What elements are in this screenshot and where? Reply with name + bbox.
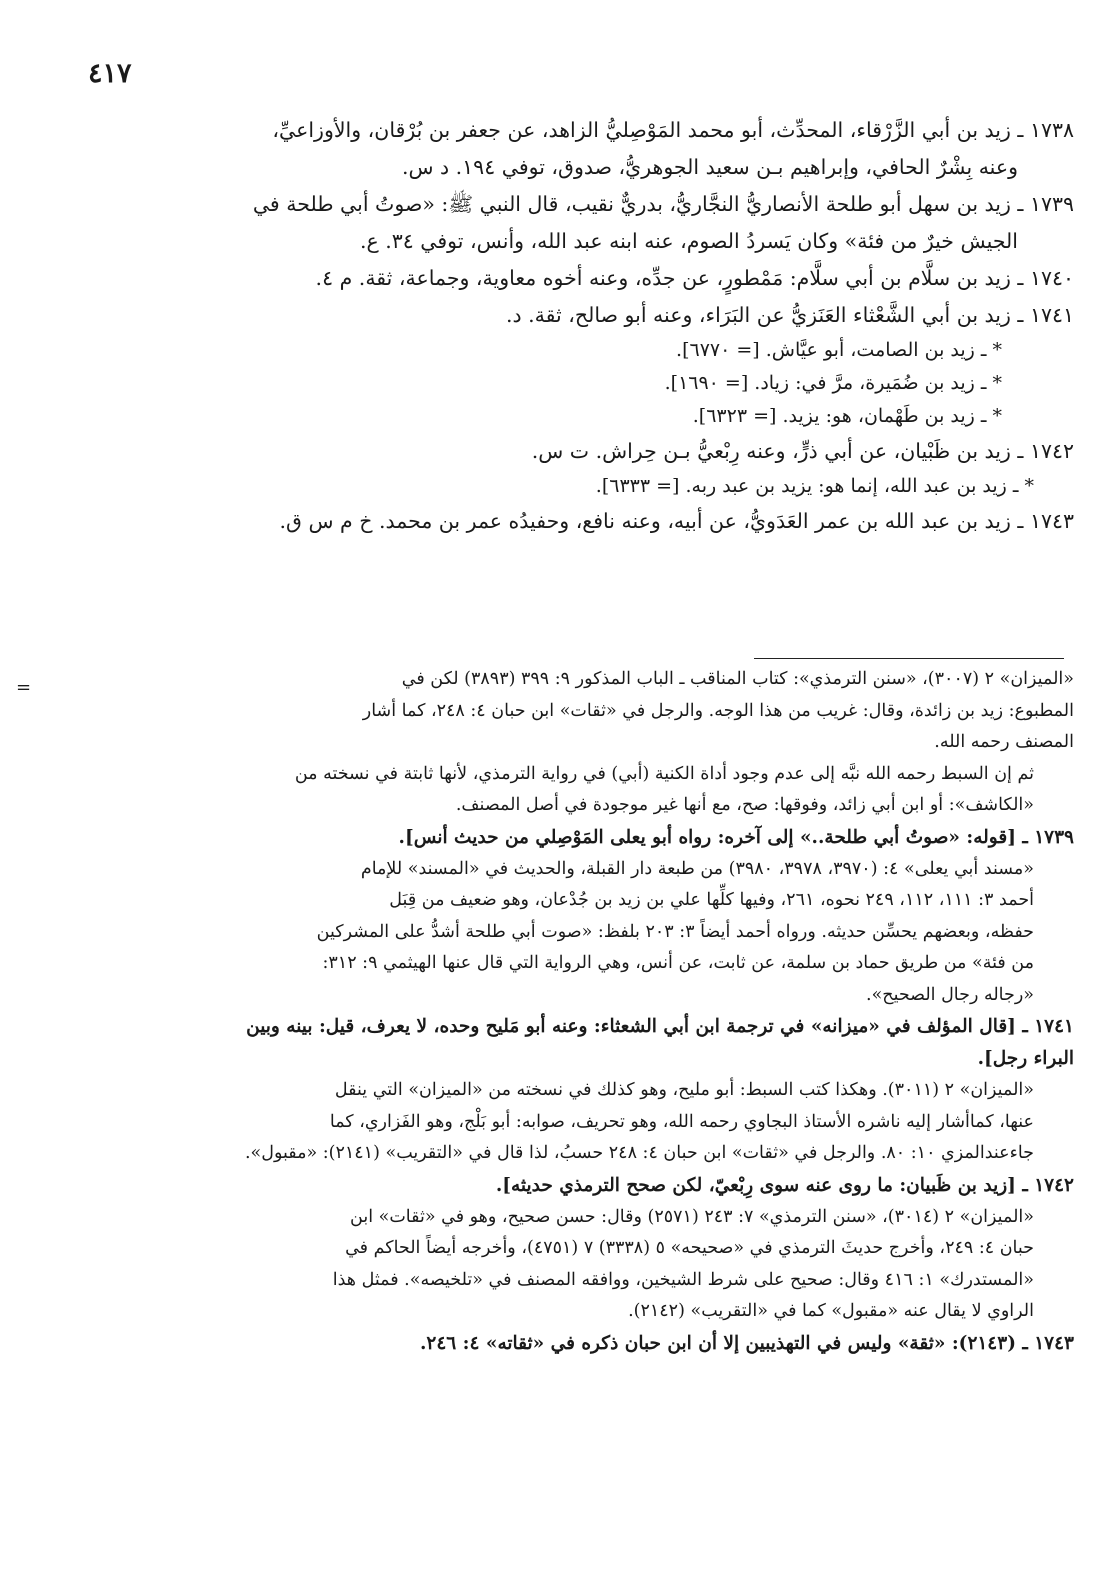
continuation-mark: = [16,677,32,698]
footnote-1738-continued [100,664,1074,759]
entry-1740-line1: ١٧٤٠ ـ زيد بن سلَّام بن أبي سلَّام: مَمْطورٍ، عن جدِّه، وعنه أخوه معاوية، وجماعة، ثقة. م ٤. [315,266,1074,290]
footnote-sibt-remark [100,759,1074,822]
entry-1741-line1: ١٧٤١ ـ زيد بن أبي الشَّعْثاء العَنَزيُّ عن البَرَاء، وعنه أبو صالح، ثقة. د. [506,303,1074,327]
footnote-line: عنها، كماأشار إليه ناشره الأستاذ البجاوي رحمه الله، وهو تحريف، صوابه: أبو بَلْج، وهو الفَزاري، كما [329,1111,1034,1132]
footnote-line: «الكاشف»: أو ابن أبي زائد، وفوقها: صح، مع أنها غير موجودة في أصل المصنف. [455,795,1034,815]
cross-reference-zaid-abdullah: * ـ زيد بن عبد الله، إنما هو: يزيد بن عبد ربه. [= ٦٣٣٣]. [595,475,1034,497]
footnote-line: جاءعندالمزي ١٠: ٨٠. والرجل في «ثقات» ابن حبان ٤: ٢٤٨ حسبُ، لذا قال في «التقريب» (٢١٤١): «مقبول». [244,1143,1034,1163]
footnote-line: «المستدرك» ١: ٤١٦ وقال: صحيح على شرط الشيخين، ووافقه المصنف في «تلخيصه». فمثل هذا [332,1269,1034,1290]
footnote-body-1741 [100,1075,1074,1170]
footnote-heading-1742: ١٧٤٢ ـ [زيد بن ظَبيان: ما روى عنه سوى رِبْعيّ، لكن صحح الترمذي حديثه]. [495,1174,1074,1196]
entry-1743: ١٧٤٣ ـ زيد بن عبد الله بن عمر العَدَويُّ، عن أبيه، وعنه نافع، وحفيدُه عمر بن محمد. خ م س ق. [279,509,1074,533]
page-number: ٤١٧ [88,58,132,89]
footnote-line: «رجاله رجال الصحيح». [866,984,1034,1005]
entry-1738-line1: ١٧٣٨ ـ زيد بن أبي الزَّرْقاء، المحدِّث، أبو محمد المَوْصِليُّ الزاهد، عن جعفر بن بُرْقان، والأوزاعيِّ، [272,118,1074,142]
footnote-line: المصنف رحمه الله. [934,732,1074,752]
cross-reference-zaid-alsamit: * ـ زيد بن الصامت، أبو عيَّاش. [= ٦٧٧٠]. [676,339,1002,361]
footnote-heading-1741 [100,1011,1074,1075]
footnote-heading-1743: ١٧٤٣ ـ (٢١٤٣): «ثقة» وليس في التهذيبين إلا أن ابن حبان ذكره في «ثقاته» ٤: ٢٤٦. [419,1332,1074,1354]
footnote-line: حبان ٤: ٢٤٩، وأخرج حديثَ الترمذي في «صحيحه» ٥ (٣٣٣٨) ٧ (٤٧٥١)، وأخرجه أيضاً الحاكم في [345,1238,1034,1258]
footnote-line: الراوي لا يقال عنه «مقبول» كما في «التقريب» (٢١٤٢). [628,1301,1034,1321]
entry-1738-line2: وعنه بِشْرٌ الحافي، وإبراهيم بـن سعيد الجوهريُّ، صدوق، توفي ١٩٤. د س. [401,155,1018,179]
footnote-line: ١٧٤١ ـ [قال المؤلف في «ميزانه» في ترجمة ابن أبي الشعثاء: وعنه أبو مَليح وحده، لا يعرف، قيل: بينه وبين [246,1016,1074,1037]
footnote-line: ثم إن السبط رحمه الله نبَّه إلى عدم وجود أداة الكنية (أبي) في رواية الترمذي، لأنها ثابتة في نسخته من [294,763,1034,784]
footnote-line: «الميزان» ٢ (٣٠٠٧)، «سنن الترمذي»: كتاب المناقب ـ الباب المذكور ٩: ٣٩٩ (٣٨٩٣) لكن في [401,669,1074,689]
footnote-line: من فئة» من طريق حماد بن سلمة، عن ثابت، عن أنس، وهي الرواية التي قال عنها الهيثمي ٩: ٣١٢: [322,953,1034,973]
cross-reference-zaid-dumaira: * ـ زيد بن ضُمَيرة، مرَّ في: زياد. [= ١٦٩٠]. [664,372,1002,394]
entry-1740 [100,260,1074,297]
footnote-line: المطبوع: زيد بن زائدة، وقال: غريب من هذا الوجه. والرجل في «ثقات» ابن حبان ٤: ٢٤٨، كما أشار [362,700,1074,721]
footnote-heading-1739: ١٧٣٩ ـ [قوله: «صوتُ أبي طلحة..» إلى آخره: رواه أبو يعلى المَوْصِلي من حديث أنس]. [398,826,1074,848]
footnote-divider [754,658,1064,659]
footnote-body-1739 [100,854,1074,1012]
footnote-line: حفظه، وبعضهم يحسِّن حديثه. ورواه أحمد أيضاً ٣: ٢٠٣ بلفظ: «صوت أبي طلحة أشدُّ على المشركين [316,921,1034,942]
entry-1741 [100,297,1074,334]
footnotes [100,664,1074,1360]
entry-1738 [100,112,1074,186]
footnote-line: «الميزان» ٢ (٣٠١١). وهكذا كتب السبط: أبو مليح، وهو كذلك في نسخته من «الميزان» التي ينقل [334,1080,1034,1100]
entry-1739-line2: الجيش خيرٌ من فئة» وكان يَسردُ الصوم، عنه ابنه عبد الله، وأنس، توفي ٣٤. ع. [359,229,1018,253]
footnote-line: «مسند أبي يعلى» ٤: (٣٩٧٠، ٣٩٧٨، ٣٩٨٠) من طبعة دار القبلة، والحديث في «المسند» للإمام [360,858,1034,879]
entry-1739 [100,186,1074,260]
footnote-body-1742 [100,1202,1074,1328]
entry-1742: ١٧٤٢ ـ زيد بن ظَبْيان، عن أبي ذرٍّ، وعنه رِبْعيُّ بـن حِراش. ت س. [531,439,1074,463]
footnote-line: البراء رجل]. [977,1048,1074,1069]
footnote-line: أحمد ٣: ١١١، ١١٢، ٢٤٩ نحوه، ٢٦١، وفيها كلِّها علي بن زيد بن جُدْعان، وهو ضعيف من قِبَل [389,890,1034,910]
footnote-line: «الميزان» ٢ (٣٠١٤)، «سنن الترمذي» ٧: ٢٤٣ (٢٥٧١) وقال: حسن صحيح، وهو في «ثقات» ابن [350,1206,1034,1227]
entry-1739-line1: ١٧٣٩ ـ زيد بن سهل أبو طلحة الأنصاريُّ النجَّاريُّ، بدريٌّ نقيب، قال النبي ﷺ: «صوتُ أبي طلحة في [252,192,1074,216]
main-text [100,112,1074,540]
cross-reference-zaid-tahman: * ـ زيد بن طَهْمان، هو: يزيد. [= ٦٣٢٣]. [692,405,1002,427]
